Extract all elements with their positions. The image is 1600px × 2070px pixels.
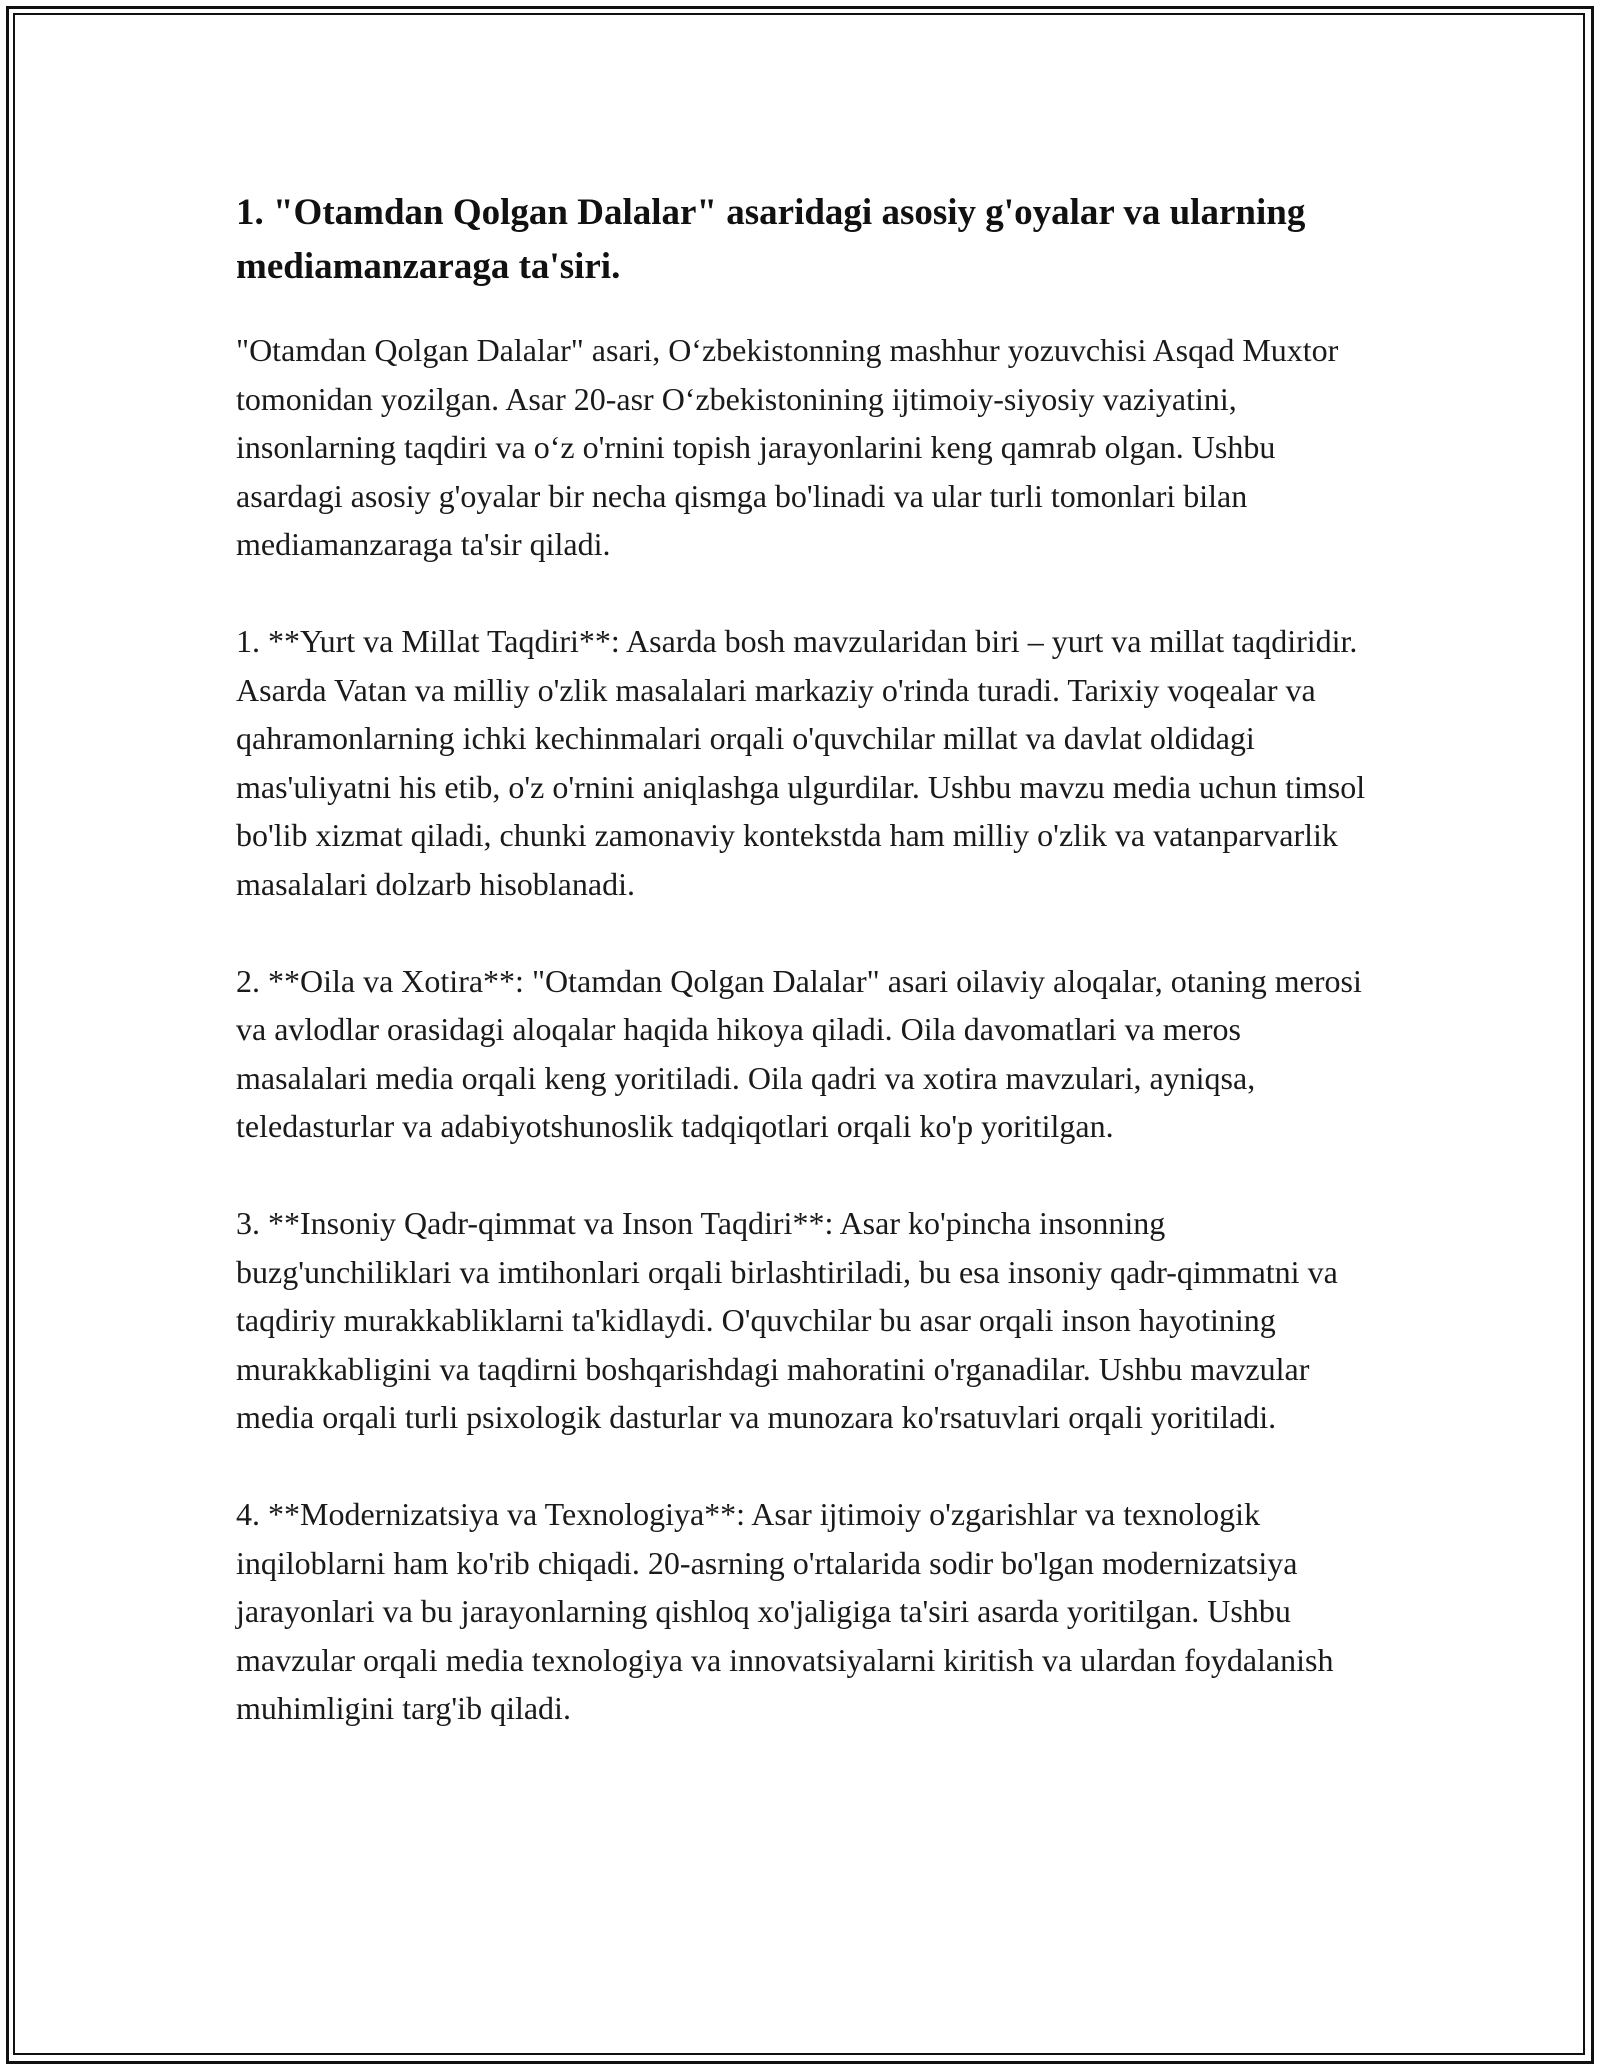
section-paragraph-yurt-va-millat: 1. **Yurt va Millat Taqdiri**: Asarda bosh mavzularidan biri – yurt va millat taqdiridir. Asarda Vatan va milliy o'zlik masalalari markaziy o'rinda turadi. Tarixiy voqealar va qahramonlarning ichki kechinmalari orqali o'quvchilar millat va davlat oldidagi mas'uliyatni his etib, o'z o'rnini aniqlashga ulgurdilar. Ushbu mavzu media uchun timsol bo'lib xizmat qiladi, chunki zamonaviy kontekstda ham milliy o'zlik va vatanparvarlik masalalari dolzarb hisoblanadi.: [236, 623, 1366, 902]
paragraph-spacer: [236, 1442, 1376, 1491]
paragraph-spacer: [236, 569, 1376, 618]
section-paragraph-modernizatsiya: 4. **Modernizatsiya va Texnologiya**: Asar ijtimoiy o'zgarishlar va texnologik inqiloblarni ham ko'rib chiqadi. 20-asrning o'rtalarida sodir bo'lgan modernizatsiya jarayonlari va bu jarayonlarning qishloq xo'jaligiga ta'siri asarda yoritilgan. Ushbu mavzular orqali media texnologiya va innovatsiyalarni kiritish va ulardan foydalanish muhimligini targ'ib qiladi.: [236, 1496, 1334, 1726]
section-paragraph-insoniy-qadr: 3. **Insoniy Qadr-qimmat va Inson Taqdiri**: Asar ko'pincha insonning buzg'unchiliklari va imtihonlari orqali birlashtiriladi, bu esa insoniy qadr-qimmatni va taqdiriy murakkabliklarni ta'kidlaydi. O'quvchilar bu asar orqali inson hayotining murakkabligini va taqdirni boshqarishdagi mahoratini o'rganadilar. Ushbu mavzular media orqali turli psixologik dasturlar va munozara ko'rsatuvlari orqali yoritiladi.: [236, 1205, 1338, 1435]
paragraph-spacer: [236, 1151, 1376, 1200]
intro-paragraph: "Otamdan Qolgan Dalalar" asari, O‘zbekistonning mashhur yozuvchisi Asqad Muxtor tomonidan yozilgan. Asar 20-asr O‘zbekistonining ijtimoiy-siyosiy vaziyatini, insonlarning taqdiri va o‘z o'rnini topish jarayonlarini keng qamrab olgan. Ushbu asardagi asosiy g'oyalar bir necha qismga bo'linadi va ular turli tomonlari bilan mediamanzaraga ta'sir qiladi.: [236, 332, 1339, 562]
section-paragraph-oila-va-xotira: 2. **Oila va Xotira**: "Otamdan Qolgan Dalalar" asari oilaviy aloqalar, otaning merosi va avlodlar orasidagi aloqalar haqida hikoya qiladi. Oila davomatlari va meros masalalari media orqali keng yoritiladi. Oila qadri va xotira mavzulari, ayniqsa, teledasturlar va adabiyotshunoslik tadqiqotlari orqali ko'p yoritilgan.: [236, 962, 1362, 1144]
paragraph-spacer: [236, 908, 1376, 957]
document-title: 1. "Otamdan Qolgan Dalalar" asaridagi asosiy g'oyalar va ularning mediamanzaraga ta'siri.: [236, 192, 1306, 287]
document-body: [236, 186, 1376, 1733]
